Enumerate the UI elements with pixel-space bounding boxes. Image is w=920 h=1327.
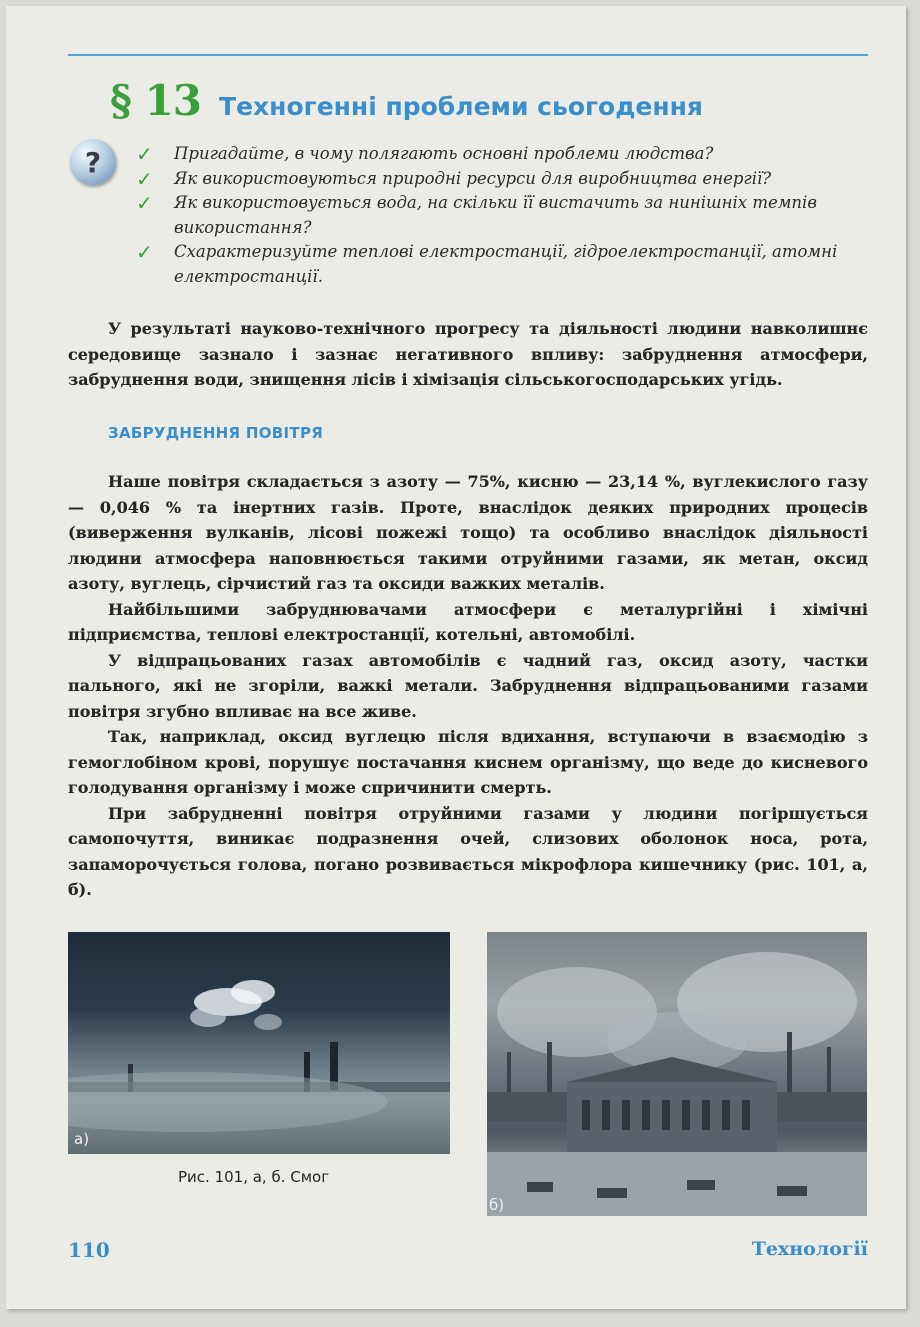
section-header xyxy=(110,76,703,125)
question-item xyxy=(134,191,874,240)
paragraph: Так, наприклад, оксид вуглецю після вдихання, вступаючи в взаємодію з гемоглобіном крові, порушує постачання киснем організму, що веде до кисневого голодування організму і може спричинити смерть. xyxy=(68,727,868,797)
photo-a-label: а) xyxy=(74,1130,90,1148)
figure-caption: Рис. 101, а, б. Смог xyxy=(178,1168,330,1186)
paragraph: Наше повітря складається з азоту — 75%, кисню — 23,14 %, вуглекислого газу — 0,046 % та інертних газів. Проте, внаслідок деяких природних процесів (виверження вулканів, лісові пожежі тощо) та особливо внаслідок діяльності людини атмосфера наповнюється такими отруйними газами, як метан, оксид азоту, вуглець, сірчистий газ та оксиди важких металів. xyxy=(68,472,868,593)
checkmark-icon: ✓ xyxy=(136,166,153,191)
main-text xyxy=(68,469,868,903)
running-title: Технології xyxy=(751,1238,868,1260)
question-text: Як використовується вода, на скільки її вистачить за нинішніх темпів використання? xyxy=(174,193,817,237)
question-item xyxy=(134,240,874,289)
subheading-air-pollution: ЗАБРУДНЕННЯ ПОВІТРЯ xyxy=(108,424,324,442)
checkmark-icon: ✓ xyxy=(136,191,153,215)
question-mark-icon: ? xyxy=(70,139,116,185)
top-rule xyxy=(68,54,868,56)
intro-paragraph: У результаті науково-технічного прогресу та діяльності людини навколишнє середовище зазнало і зазнає негативного впливу: забруднення атмосфери, забруднення води, знищення лісів і хімізація сільськогосподарських угідь. xyxy=(68,319,868,389)
textbook-page xyxy=(6,6,906,1309)
smog-photo-b xyxy=(487,932,867,1216)
paragraph: Найбільшими забруднювачами атмосфери є металургійні і хімічні підприємства, теплові електростанції, котельні, автомобілі. xyxy=(68,599,868,644)
smog-photo-a-illustration xyxy=(68,932,450,1154)
page-number: 110 xyxy=(68,1238,110,1262)
smog-photo-a xyxy=(68,932,450,1154)
question-item xyxy=(134,142,874,167)
paragraph: У відпрацьованих газах автомобілів є чадний газ, оксид азоту, частки пального, які не згоріли, важкі метали. Забруднення відпрацьованими газами повітря згубно впливає на все живе. xyxy=(68,650,868,721)
paragraph: При забрудненні повітря отруйними газами у людини погіршується самопочуття, виникає подразнення очей, слизових оболонок носа, рота, запаморочується голова, погано розвивається мікрофлора кишечнику (рис. 101, а, б). xyxy=(68,803,868,899)
photo-b-label: б) xyxy=(489,1196,505,1214)
question-item xyxy=(134,167,874,192)
checkmark-icon: ✓ xyxy=(136,240,153,264)
section-title: Техногенні проблеми сьогодення xyxy=(219,92,703,121)
question-text: Схарактеризуйте теплові електростанції, гідроелектростанції, атомні електростанції. xyxy=(174,242,838,286)
question-text: Як використовуються природні ресурси для виробництва енергії? xyxy=(174,168,772,188)
checkmark-icon: ✓ xyxy=(136,142,153,166)
smog-photo-b-illustration xyxy=(487,932,867,1216)
review-questions xyxy=(134,142,874,289)
question-text: Пригадайте, в чому полягають основні проблеми людства? xyxy=(174,144,714,163)
section-number: § 13 xyxy=(110,76,202,125)
